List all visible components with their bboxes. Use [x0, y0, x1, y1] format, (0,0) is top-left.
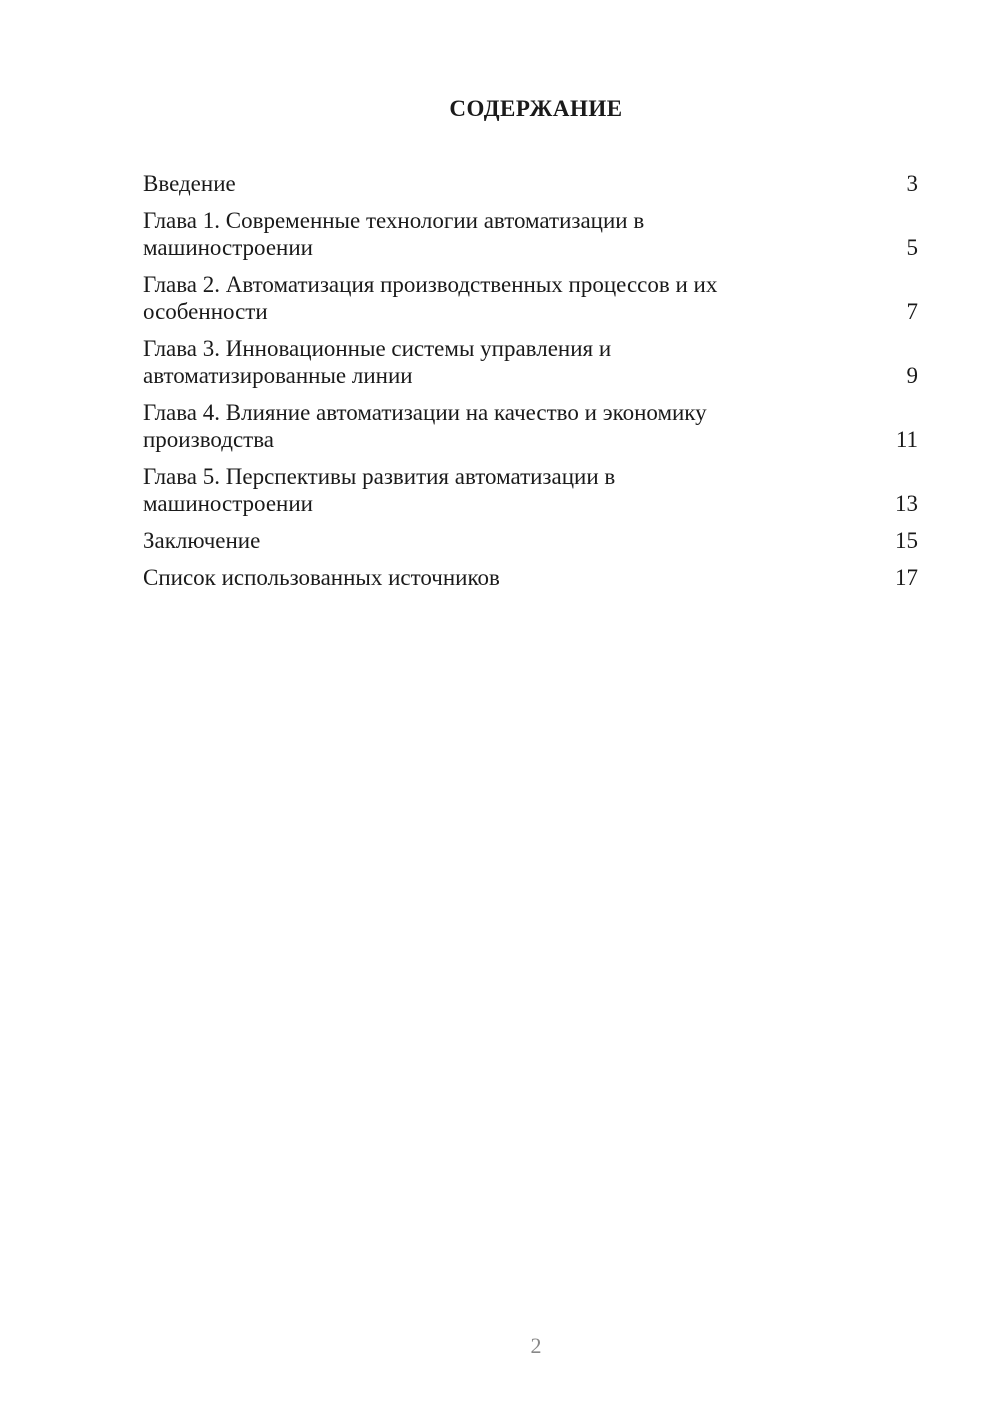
toc-entry-page: 9: [906, 363, 918, 388]
toc-entry-title: Заключение: [143, 528, 261, 553]
toc-entry-conclusion[interactable]: [143, 527, 918, 554]
page-number: 2: [530, 1333, 542, 1358]
toc-entry-title: Глава 3. Инновационные системы управления и автоматизированные линии: [143, 336, 612, 388]
toc-entry-chapter-5[interactable]: [143, 463, 918, 517]
toc-entry-chapter-2[interactable]: [143, 271, 918, 325]
toc-entry-chapter-1[interactable]: [143, 207, 918, 261]
toc-entry-page: 13: [895, 491, 918, 516]
toc-entry-references[interactable]: [143, 564, 918, 591]
toc-entry-page: 5: [906, 235, 918, 260]
table-of-contents: [143, 170, 918, 601]
toc-entry-title: Список использованных источников: [143, 565, 500, 590]
toc-entry-page: 3: [906, 171, 918, 196]
toc-entry-page: 7: [906, 299, 918, 324]
toc-entry-chapter-3[interactable]: [143, 335, 918, 389]
toc-entry-page: 17: [895, 565, 918, 590]
toc-entry-title: Глава 5. Перспективы развития автоматизации в машиностроении: [143, 464, 616, 516]
toc-entry-title: Глава 4. Влияние автоматизации на качество и экономику производства: [143, 400, 707, 452]
toc-entry-title: Глава 2. Автоматизация производственных процессов и их особенности: [143, 272, 718, 324]
toc-entry-introduction[interactable]: [143, 170, 918, 197]
toc-heading: СОДЕРЖАНИЕ: [449, 96, 623, 121]
toc-entry-page: 11: [895, 427, 918, 452]
toc-entry-chapter-4[interactable]: [143, 399, 918, 453]
toc-entry-title: Глава 1. Современные технологии автоматизации в машиностроении: [143, 208, 645, 260]
toc-entry-title: Введение: [143, 171, 236, 196]
toc-entry-page: 15: [895, 528, 918, 553]
